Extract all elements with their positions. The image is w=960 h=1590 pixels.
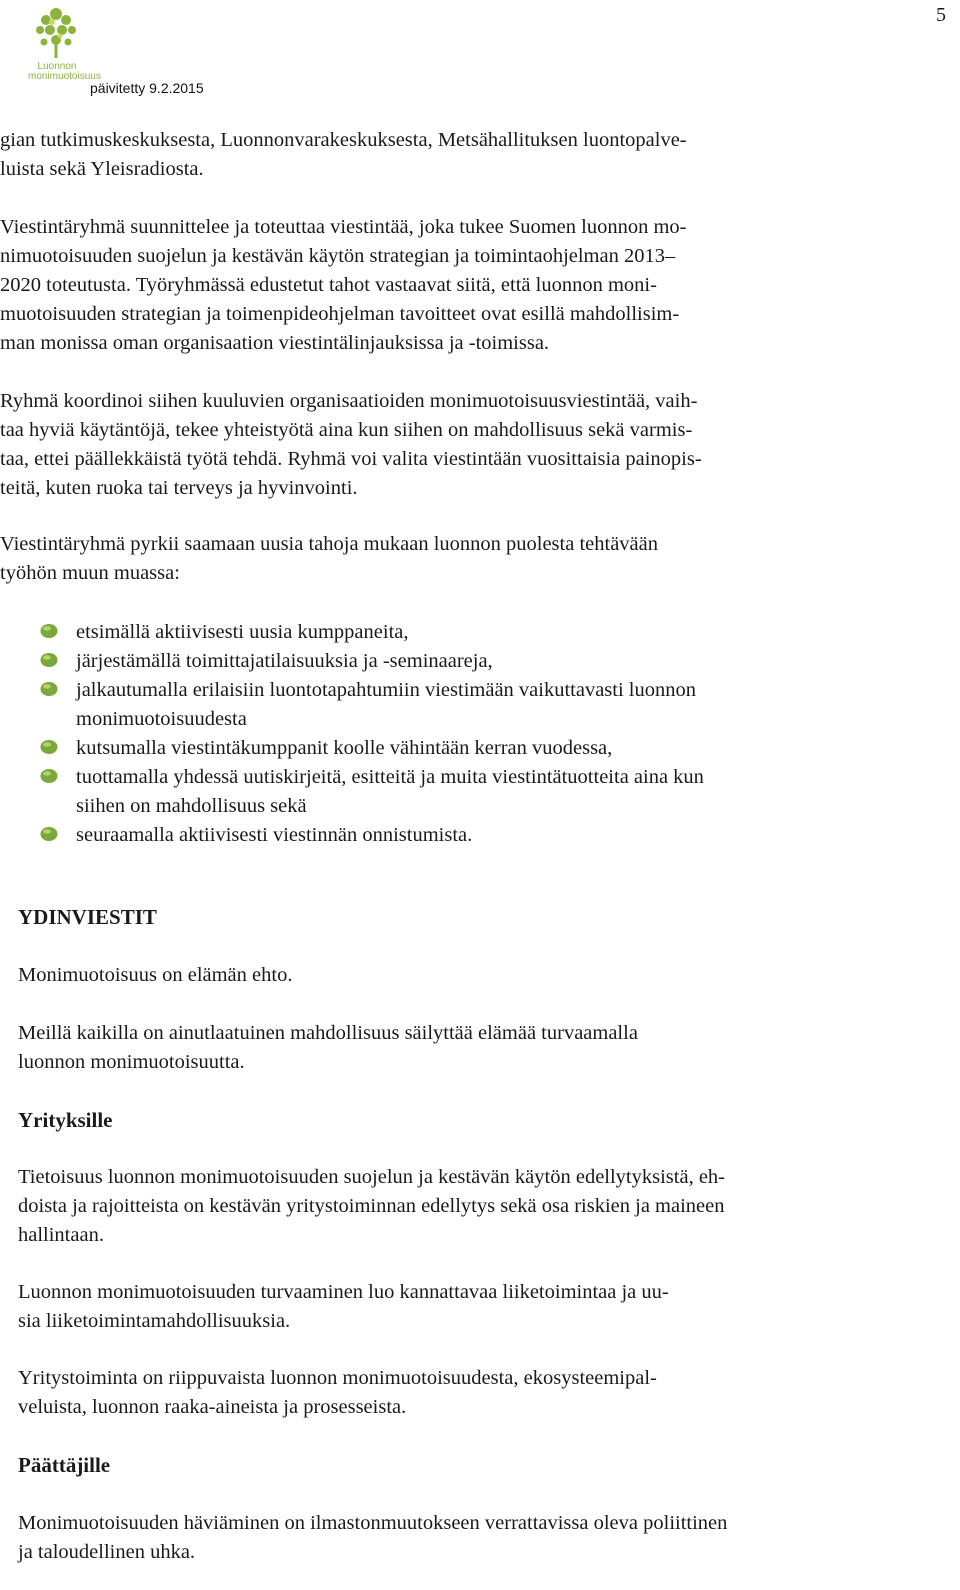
yrityksille-paragraph-2: [18, 1278, 938, 1336]
leaf-bullet-icon: [40, 681, 58, 697]
text-line: 2020 toteutusta. Työryhmässä edustetut tahot vastaavat siitä, että luonnon moni-: [0, 274, 657, 296]
yrityksille-paragraph-3: [18, 1364, 938, 1422]
paragraph-viestintaryhma: [0, 213, 940, 358]
text-line: luista sekä Yleisradiosta.: [0, 158, 204, 180]
yrityksille-paragraph-1: [18, 1163, 938, 1250]
list-item-text: monimuotoisuudesta: [76, 708, 247, 730]
text-line: man monissa oman organisaation viestintälinjauksissa ja -toimissa.: [0, 332, 550, 354]
paattajille-paragraph-1: [18, 1509, 948, 1567]
list-item-text: seuraamalla aktiivisesti viestinnän onnistumista.: [76, 824, 473, 846]
text-line: Monimuotoisuuden häviäminen on ilmastonmuutokseen verrattavissa oleva poliittinen: [18, 1512, 728, 1534]
heading-paattajille: Päättäjille: [18, 1453, 111, 1477]
list-item-text: kutsumalla viestintäkumppanit koolle vähintään kerran vuodessa,: [76, 737, 613, 759]
text-line: Tietoisuus luonnon monimuotoisuuden suojelun ja kestävän käytön edellytyksistä, eh-: [18, 1166, 725, 1188]
list-item-text: jalkautumalla erilaisiin luontotapahtumiin viestimään vaikuttavasti luonnon: [76, 679, 696, 701]
list-item: [40, 618, 920, 647]
text-line: taa hyviä käytäntöjä, tekee yhteistyötä aina kun siihen on mahdollisuus sekä varmis-: [0, 419, 693, 441]
text-line: Luonnon monimuotoisuuden turvaaminen luo kannattavaa liiketoimintaa ja uu-: [18, 1281, 669, 1303]
paragraph-pyrkii: [0, 530, 940, 588]
list-item: [40, 647, 920, 676]
page-number: 5: [936, 4, 946, 26]
text-line: veluista, luonnon raaka-aineista ja prosesseista.: [18, 1396, 407, 1418]
updated-date: päivitetty 9.2.2015: [90, 80, 204, 96]
text-line: gian tutkimuskeskuksesta, Luonnonvarakeskuksesta, Metsähallituksen luontopalve-: [0, 129, 687, 151]
logo-line-2: monimuotoisuus: [28, 71, 101, 82]
text-line: luonnon monimuotoisuutta.: [18, 1051, 245, 1073]
list-item-text: etsimällä aktiivisesti uusia kumppaneita,: [76, 621, 409, 643]
list-item: [40, 734, 920, 763]
text-line: taa, ettei päällekkäistä työtä tehdä. Ryhmä voi valita viestintään vuosittaisia painopis-: [0, 448, 702, 470]
text-line: työhön muun muassa:: [0, 562, 180, 584]
bullet-list: [40, 618, 920, 850]
leaf-bullet-icon: [40, 768, 58, 784]
text-line: Meillä kaikilla on ainutlaatuinen mahdollisuus säilyttää elämää turvaamalla: [18, 1022, 638, 1044]
list-item-text: siihen on mahdollisuus sekä: [76, 795, 307, 817]
list-item-text: tuottamalla yhdessä uutiskirjeitä, esitteitä ja muita viestintätuotteita aina kun: [76, 766, 704, 788]
leaf-bullet-icon: [40, 623, 58, 639]
ydinviestit-line-1: [18, 961, 938, 990]
list-item-text: järjestämällä toimittajatilaisuuksia ja -seminaareja,: [76, 650, 493, 672]
text-line: nimuotoisuuden suojelun ja kestävän käytön strategian ja toimintaohjelman 2013–: [0, 245, 676, 267]
leaf-bullet-icon: [40, 739, 58, 755]
text-line: doista ja rajoitteista on kestävän yritystoiminnan edellytys sekä osa riskien ja maineen: [18, 1195, 725, 1217]
text-line: Monimuotoisuus on elämän ehto.: [18, 964, 293, 986]
ydinviestit-line-2: [18, 1019, 938, 1077]
logo-wordmark: [28, 61, 101, 82]
leaf-bullet-icon: [40, 826, 58, 842]
paragraph-ryhma-koordinoi: [0, 387, 940, 503]
text-line: Viestintäryhmä suunnittelee ja toteuttaa viestintää, joka tukee Suomen luonnon mo-: [0, 216, 687, 238]
heading-ydinviestit: YDINVIESTIT: [18, 905, 157, 929]
list-item: [40, 821, 920, 850]
heading-yrityksille: Yrityksille: [18, 1108, 113, 1132]
text-line: Yritystoiminta on riippuvaista luonnon monimuotoisuudesta, ekosysteemipal-: [18, 1367, 657, 1389]
text-line: ja taloudellinen uhka.: [18, 1541, 196, 1563]
leaf-bullet-icon: [40, 652, 58, 668]
logo-line-1: Luonnon: [37, 61, 77, 72]
intro-continuation: [0, 126, 940, 184]
text-line: hallintaan.: [18, 1224, 104, 1246]
text-line: muotoisuuden strategian ja toimenpideohjelman tavoitteet ovat esillä mahdollisim-: [0, 303, 680, 325]
list-item: [40, 676, 920, 734]
list-item: [40, 763, 920, 821]
text-line: teitä, kuten ruoka tai terveys ja hyvinvointi.: [0, 477, 358, 499]
text-line: sia liiketoimintamahdollisuuksia.: [18, 1310, 291, 1332]
text-line: Ryhmä koordinoi siihen kuuluvien organisaatioiden monimuotoisuusviestintää, vaih-: [0, 390, 698, 412]
text-line: Viestintäryhmä pyrkii saamaan uusia tahoja mukaan luonnon puolesta tehtävään: [0, 533, 658, 555]
